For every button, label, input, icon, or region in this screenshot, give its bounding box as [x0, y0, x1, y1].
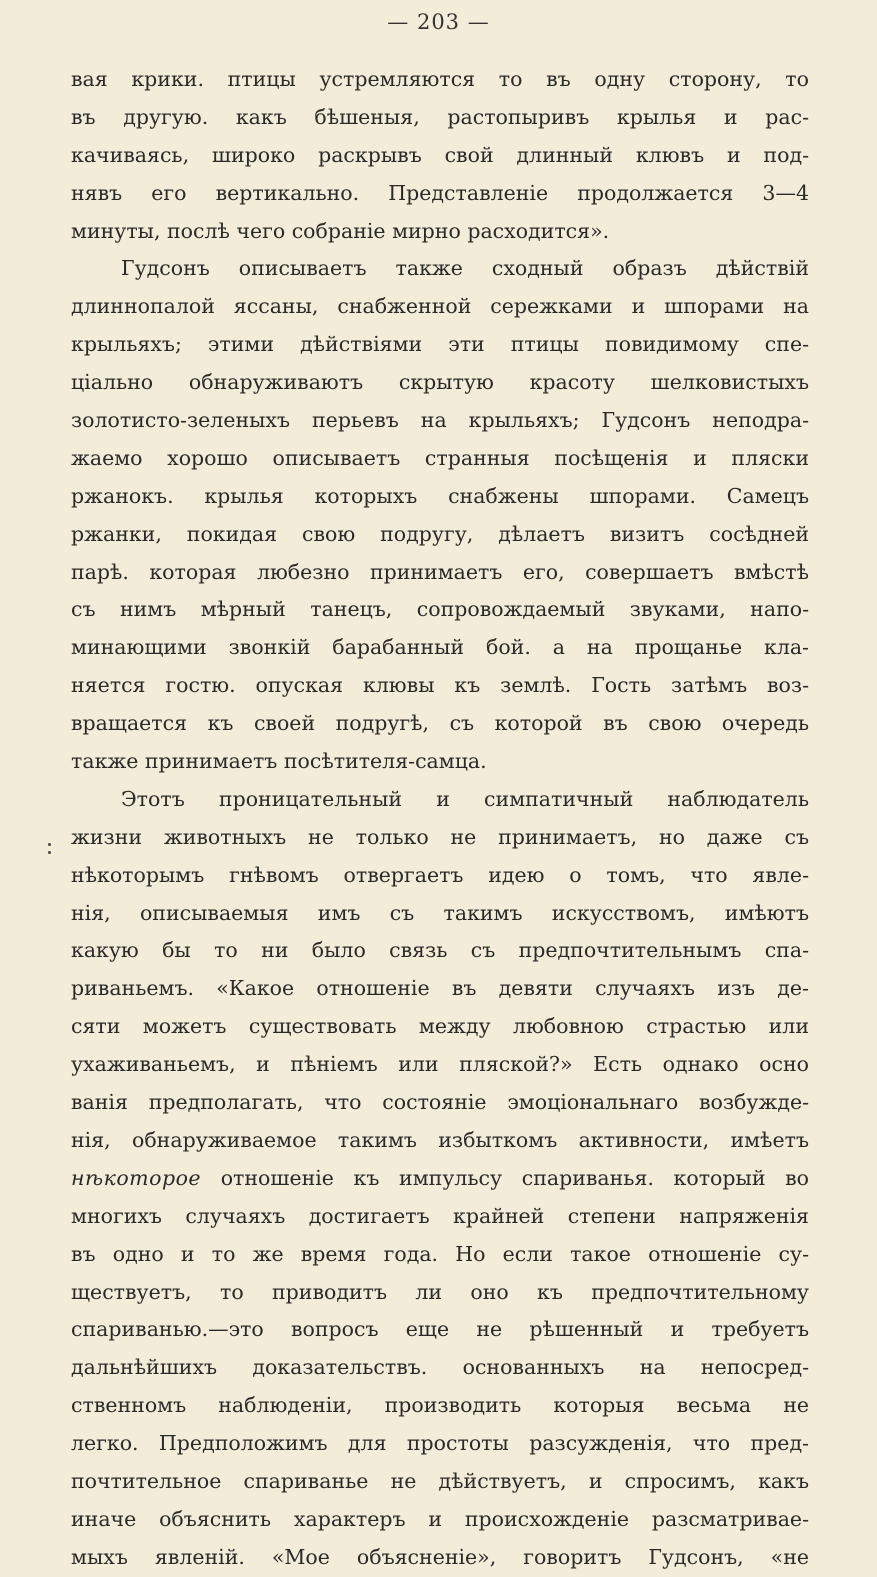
text-line: жаемо хорошо описываетъ странныя посѣщенія и пляски — [71, 445, 809, 470]
text-line: жизни животныхъ не только не принимаетъ, но даже съ — [71, 824, 809, 849]
text-line: иначе объяснить характеръ и происхожденіе разсматривае- — [71, 1506, 809, 1531]
margin-mark — [48, 843, 54, 859]
text-line: въ другую. какъ бѣшеныя, растопыривъ крылья и рас- — [71, 104, 809, 129]
text-line: вращается къ своей подругѣ, съ которой въ свою очередь — [71, 711, 809, 736]
text-line: нявъ его вертикально. Представленіе продолжается 3—4 — [71, 180, 809, 205]
text-line: вая крики. птицы устремляются то въ одну сторону, то — [71, 67, 809, 91]
text-line: риваньемъ. «Какое отношеніе въ девяти случаяхъ изъ де- — [71, 976, 809, 1001]
text-line: спариванью.—это вопросъ еще не рѣшенный и требуетъ — [71, 1317, 809, 1342]
text-line-with-italic — [71, 1160, 809, 1198]
text-line: ственномъ наблюденіи, производить которыя весьма не — [71, 1393, 809, 1418]
paragraph-start-line: Этотъ проницательный и симпатичный наблюдатель — [121, 786, 809, 811]
text-line: сяти можетъ существовать между любовною страстью или — [71, 1014, 809, 1039]
text-line: минающими звонкій барабанный бой. а на прощанье кла- — [71, 635, 809, 660]
text-line: длиннопалой яссаны, снабженной сережками и шпорами на — [71, 294, 809, 319]
text-line: нія, обнаруживаемое такимъ избыткомъ активности, имѣетъ — [71, 1127, 809, 1152]
text-line: ществуетъ, то приводитъ ли оно къ предпочтительному — [71, 1279, 809, 1304]
paragraph-start-line: Гудсонъ описываетъ также сходный образъ дѣйствій — [121, 256, 809, 281]
text-line: легко. Предположимъ для простоты разсужденія, что пред- — [71, 1431, 809, 1456]
text-line: многихъ случаяхъ достигаетъ крайней степени напряженія — [71, 1203, 809, 1228]
text-line: съ нимъ мѣрный танецъ, сопровождаемый звуками, напо- — [71, 597, 809, 622]
text-line: также принимаетъ посѣтителя-самца. — [71, 749, 487, 774]
text-line: няется гостю. опуская клювы къ землѣ. Гость затѣмъ воз- — [71, 673, 809, 698]
italic-word: нѣкоторое — [71, 1165, 202, 1190]
text-line: нія, описываемыя имъ съ такимъ искусствомъ, имѣютъ — [71, 900, 809, 925]
text-line: ржанокъ. крылья которыхъ снабжены шпорами. Самецъ — [71, 483, 809, 508]
text-line: качиваясь, широко раскрывъ свой длинный клювъ и под- — [71, 142, 809, 167]
text-line: парѣ. которая любезно принимаетъ его, совершаетъ вмѣстѣ — [71, 559, 809, 584]
text-line: въ одно и то же время года. Но если такое отношеніе су- — [71, 1241, 809, 1266]
page-number: — 203 — — [387, 10, 490, 34]
text-line: ржанки, покидая свою подругу, дѣлаетъ визитъ сосѣдней — [71, 521, 809, 546]
text-line: ухаживаньемъ, и пѣніемъ или пляской?» Есть однако осно — [71, 1052, 809, 1077]
text-line: почтительное спариванье не дѣйствуетъ, и спросимъ, какъ — [71, 1468, 809, 1493]
text-line: ванія предполагать, что состояніе эмоціональнаго возбужде- — [71, 1090, 809, 1115]
text-line: ціально обнаруживаютъ скрытую красоту шелковистыхъ — [71, 370, 809, 395]
text-line: какую бы то ни было связь съ предпочтительнымъ спа- — [71, 938, 809, 963]
text-line: минуты, послѣ чего собраніе мирно расходится». — [71, 218, 610, 243]
text-line-rest: отношеніе къ импульсу спариванья. который во — [220, 1165, 809, 1190]
text-line: мыхъ явленій. «Мое объясненіе», говоритъ Гудсонъ, «не — [71, 1544, 809, 1569]
text-line: крыльяхъ; этими дѣйствіями эти птицы повидимому спе- — [71, 332, 809, 357]
text-line: дальнѣйшихъ доказательствъ. основанныхъ на непосред- — [71, 1355, 809, 1380]
text-line: нѣкоторымъ гнѣвомъ отвергаетъ идею о томъ, что явле- — [71, 862, 809, 887]
text-line: золотисто-зеленыхъ перьевъ на крыльяхъ; Гудсонъ неподра- — [71, 408, 809, 433]
body-text — [71, 61, 809, 1577]
